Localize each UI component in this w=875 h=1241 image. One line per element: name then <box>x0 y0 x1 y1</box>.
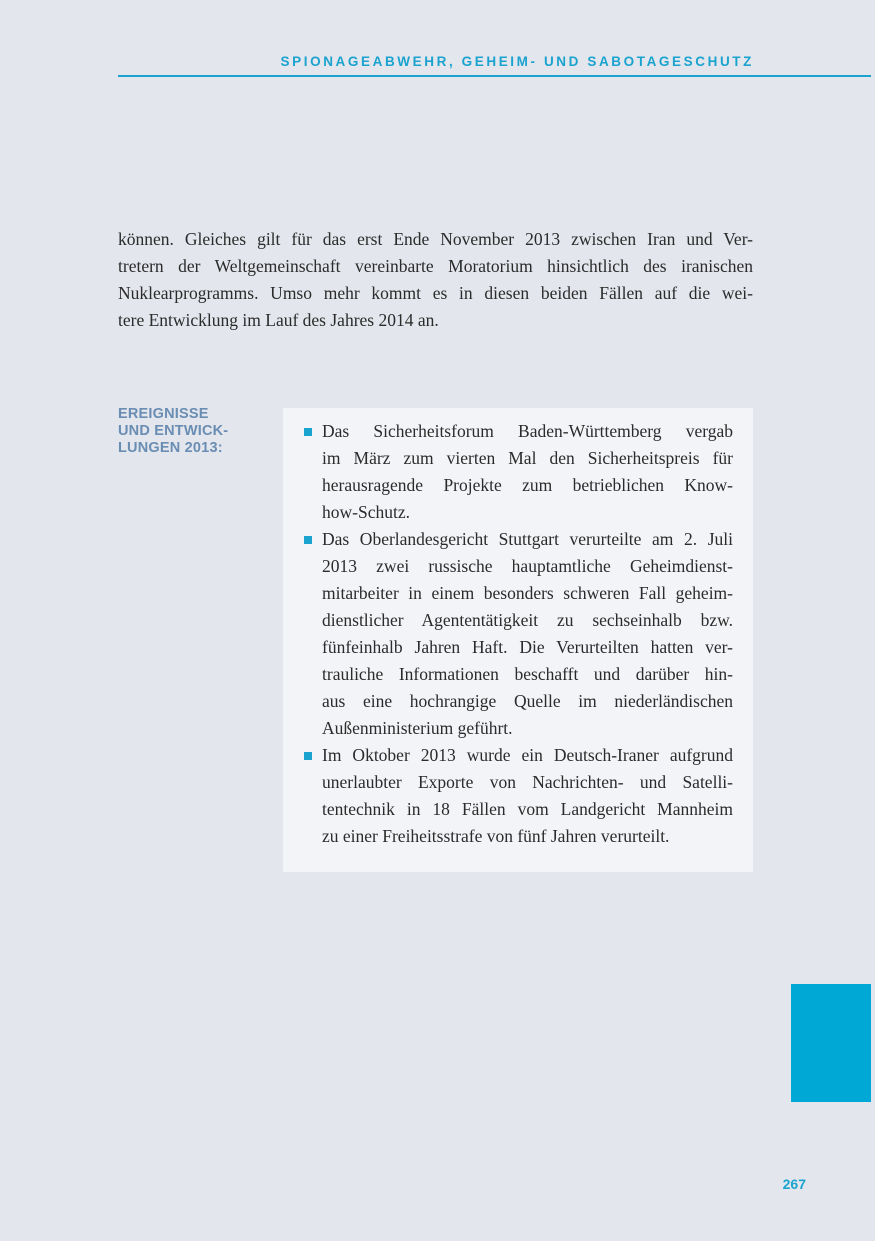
intro-paragraph <box>118 226 753 334</box>
label-line: EREIGNISSE <box>118 406 209 422</box>
event-line: mitarbeiter in einem besonders schweren Fall geheim- <box>322 583 733 603</box>
events-list <box>322 418 733 850</box>
square-bullet-icon <box>304 536 312 544</box>
header-rule <box>118 75 871 77</box>
event-line: how-Schutz. <box>322 502 410 522</box>
event-line: Außenministerium geführt. <box>322 718 513 738</box>
intro-line: Nuklearprogramms. Umso mehr kommt es in diesen beiden Fällen auf die wei- <box>118 283 753 303</box>
square-bullet-icon <box>304 752 312 760</box>
event-item <box>322 742 733 850</box>
intro-line: tretern der Weltgemeinschaft vereinbarte Moratorium hinsichtlich des iranischen <box>118 256 753 276</box>
event-line: Im Oktober 2013 wurde ein Deutsch-Iraner aufgrund <box>322 745 733 765</box>
event-line: aus eine hochrangige Quelle im niederländischen <box>322 691 733 711</box>
label-line: LUNGEN 2013: <box>118 440 223 456</box>
intro-line: tere Entwicklung im Lauf des Jahres 2014 an. <box>118 310 439 330</box>
events-section-label <box>118 406 278 457</box>
event-line: zu einer Freiheitsstrafe von fünf Jahren verurteilt. <box>322 826 670 846</box>
event-line: Das Oberlandesgericht Stuttgart verurteilte am 2. Juli <box>322 529 733 549</box>
event-line: trauliche Informationen beschafft und darüber hin- <box>322 664 733 684</box>
square-bullet-icon <box>304 428 312 436</box>
event-line: dienstlicher Agententätigkeit zu sechseinhalb bzw. <box>322 610 733 630</box>
event-line: 2013 zwei russische hauptamtliche Geheimdienst- <box>322 556 733 576</box>
page-number: 267 <box>782 1176 806 1192</box>
chapter-thumb-tab <box>791 984 871 1102</box>
event-item <box>322 526 733 742</box>
event-item <box>322 418 733 526</box>
intro-line: können. Gleiches gilt für das erst Ende November 2013 zwischen Iran und Ver- <box>118 229 753 249</box>
event-line: unerlaubter Exporte von Nachrichten- und Satelli- <box>322 772 733 792</box>
label-line: UND ENTWICK- <box>118 423 229 439</box>
event-line: tentechnik in 18 Fällen vom Landgericht Mannheim <box>322 799 733 819</box>
event-line: im März zum vierten Mal den Sicherheitspreis für <box>322 448 733 468</box>
running-header: SPIONAGEABWEHR, GEHEIM- UND SABOTAGESCHUTZ <box>280 54 754 69</box>
event-line: herausragende Projekte zum betrieblichen Know- <box>322 475 733 495</box>
event-line: fünfeinhalb Jahren Haft. Die Verurteilten hatten ver- <box>322 637 733 657</box>
event-line: Das Sicherheitsforum Baden-Württemberg vergab <box>322 421 733 441</box>
